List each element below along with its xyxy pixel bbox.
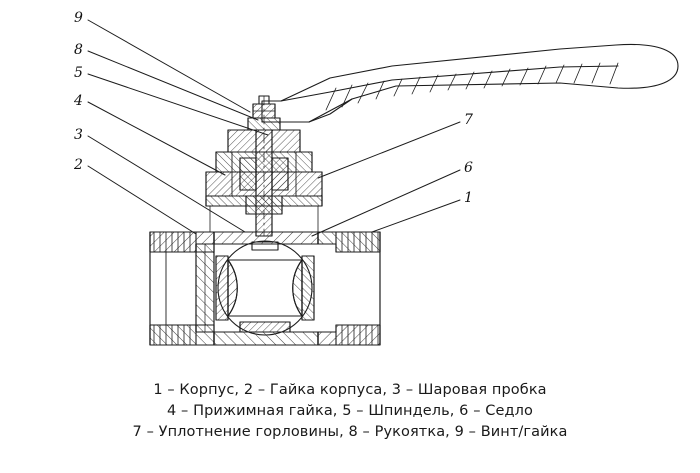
callout-7: 7 (464, 112, 473, 128)
leader-lines-right (312, 122, 460, 236)
legend-caption (0, 380, 700, 443)
ball-plug (218, 241, 312, 335)
body-nut (196, 244, 214, 332)
callout-5: 5 (74, 65, 83, 81)
callout-3: 3 (74, 127, 83, 143)
callout-2: 2 (74, 157, 83, 173)
legend-line-2: 4 – Прижимная гайка, 5 – Шпиндель, 6 – Седло (166, 403, 533, 419)
legend-line-3: 7 – Уплотнение горловины, 8 – Рукоятка, 9 – Винт/гайка (132, 424, 568, 440)
callout-9: 9 (74, 10, 83, 26)
callout-4: 4 (74, 93, 83, 109)
callout-1: 1 (464, 190, 473, 206)
callout-6: 6 (464, 160, 473, 176)
legend-line-1: 1 – Корпус, 2 – Гайка корпуса, 3 – Шаровая пробка (153, 382, 547, 398)
callout-8: 8 (74, 42, 83, 58)
valve-handle (262, 44, 678, 122)
